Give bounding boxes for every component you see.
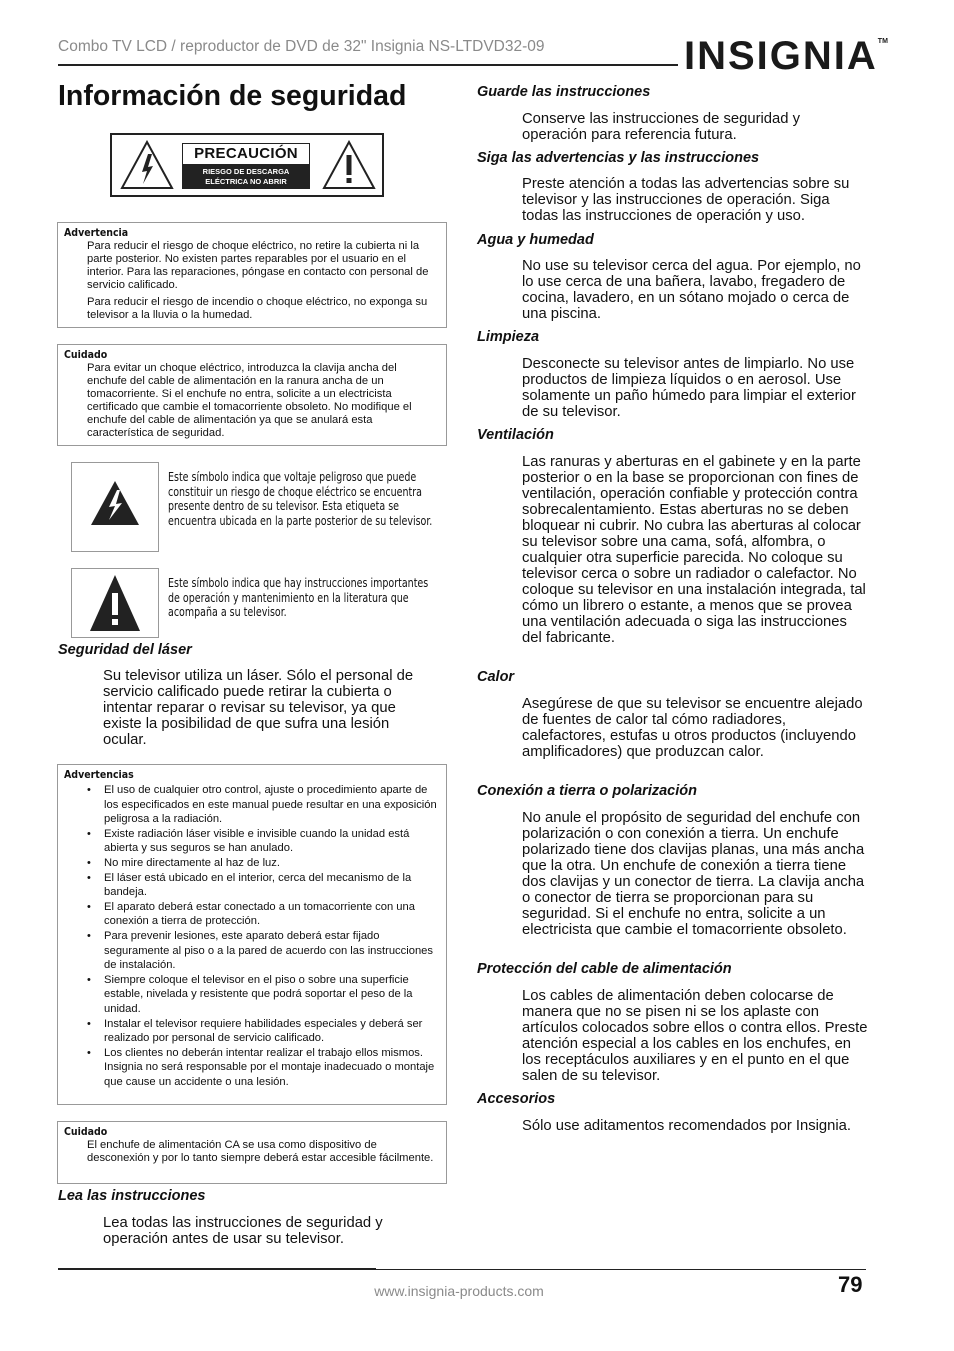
exclamation-symbol-description: Este símbolo indica que hay instrucciones importantes de operación y mantenimiento en la literatura que acompaña a su televisor. [168,576,429,619]
section-heading: Accesorios [477,1091,556,1107]
list-item: • Existe radiación láser visible e invisible cuando la unidad está abierta y sus seguros se han anulado. [66,827,438,856]
lightning-symbol-frame [71,462,159,552]
lightning-warning-icon [120,140,174,190]
laser-safety-heading: Seguridad del láser [58,642,192,658]
list-item: • El uso de cualquier otro control, ajuste o procedimiento aparte de los especificados en este manual puede resultar en una exposición peligrosa a la radiación. [66,783,438,827]
section-text: Conserve las instrucciones de seguridad y operación para referencia futura. [522,111,800,143]
section-text: No anule el propósito de seguridad del enchufe con polarización o con conexión a tierra. Un enchufe polarizado tiene dos clavijas planas, una más ancha que la otra. Un enchufe de conexión a tierra tiene dos clavijas y un conector de tierra. La clavija ancha o conector de tierra se proporcionan para su seguridad. Si el enchufe no entra, solicite a un electricista que cambie el tomacorriente obsoleto. [522,810,865,938]
warnings-list-box [57,764,447,1105]
section-text: Las ranuras y aberturas en el gabinete y en la parte posterior o en la base se proporcionan con fines de ventilación, operación confiable y protección contra sobrecalentamiento. Estas aberturas no se deben bloquear ni cubrir. No cubra las aberturas al colocar su televisor sobre una cama, sofá, alfombra, o cualquier otra superficie parecida. No coloque su televisor cerca o sobre un radiador o calefactor. No coloque su televisor en una instalación integrada, tal cómo un librero o estante, a menos que se provea una ventilación adecuada o siga las instrucciones del fabricante. [522,454,866,646]
insignia-logo [684,36,888,76]
caution-box [57,344,447,446]
caution-label [182,143,310,189]
section-text: No use su televisor cerca del agua. Por ejemplo, no lo use cerca de una bañera, lavabo, fregadero de cocina, lavadero, en un sótano mojado o cerca de una piscina. [522,258,861,322]
caution-line-1: RIESGO DE DESCARGA [202,167,290,176]
section-heading: Siga las advertencias y las instrucciones [477,150,760,166]
caution-subtext [183,164,309,188]
list-item: • Siempre coloque el televisor en el piso o sobre una superficie estable, nivelada y resistente que podrá soportar el peso de la unidad. [66,973,438,1017]
warning-paragraph: Para reducir el riesgo de choque eléctrico, no retire la cubierta ni la parte posterior. No existen partes reparables por el usuario en el interior. Para las reparaciones, póngase en contacto con personal de servicio calificado. [87,240,429,291]
warnings-list [66,783,438,1089]
caution-heading: PRECAUCIÓN [183,144,309,164]
exclamation-triangle-icon [72,569,158,637]
read-instructions-heading: Lea las instrucciones [58,1188,206,1204]
section-heading: Conexión a tierra o polarización [477,783,697,799]
section-text: Desconecte su televisor antes de limpiarlo. No use productos de limpieza líquidos o en aerosol. Use solamente un paño húmedo para limpiar el exterior de su televisor. [522,356,856,420]
lightning-triangle-icon [72,463,158,551]
laser-safety-text: Su televisor utiliza un láser. Sólo el personal de servicio calificado puede retirar la cubierta o intentar reparar o revisar su televisor, ya que existe la posibilidad de que sufra una lesión ocular. [103,668,414,748]
document-header-title: Combo TV LCD / reproductor de DVD de 32" Insignia NS-LTDVD32-09 [58,38,545,55]
footer-rule-thin [376,1269,866,1270]
exclamation-symbol-frame [71,568,159,638]
list-item: • Instalar el televisor requiere habilidades especiales y deberá ser realizado por personal de servicio calificado. [66,1017,438,1046]
warning-paragraph: Para reducir el riesgo de incendio o choque eléctrico, no exponga su televisor a la lluvia o la humedad. [87,296,428,321]
list-item: • Los clientes no deberán intentar realizar el trabajo ellos mismos. Insignia no será responsable por el montaje inadecuado o montaje que cause un accidente o una lesión. [66,1046,438,1090]
caution-box-heading: Cuidado [64,349,108,361]
logo-trademark: TM [877,38,888,45]
section-text: Preste atención a todas las advertencias sobre su televisor y las instrucciones de operación. Siga todas las instrucciones de operación y uso. [522,176,850,224]
caution-box-2 [57,1121,447,1184]
caution-box-text: Para evitar un choque eléctrico, introduzca la clavija ancha del enchufe del cable de alimentación en la ranura ancha de un tomacorriente. Si el enchufe no entra, solicite a un electricista certificado que cambie el tomacorriente obsoleto. No modifique el enchufe del cable de alimentación ya que se anulará esta característica de seguridad. [87,362,412,439]
header-rule [58,64,678,66]
page-title: Información de seguridad [58,80,407,112]
section-text: Los cables de alimentación deben colocarse de manera que no se pisen ni se los aplaste con artículos colocados sobre ellos o contra ellos. Preste atención especial a los cables en los enchufes, en los receptáculos auxiliares y en el punto en el que salen de su televisor. [522,988,868,1084]
logo-text: INSIGNIA [684,34,878,78]
section-heading: Ventilación [477,427,554,443]
caution-box-2-heading: Cuidado [64,1126,108,1138]
section-heading: Protección del cable de alimentación [477,961,732,977]
section-heading: Limpieza [477,329,540,345]
page-number: 79 [838,1272,863,1297]
footer-url: www.insignia-products.com [374,1283,544,1299]
read-instructions-text: Lea todas las instrucciones de seguridad y operación antes de usar su televisor. [103,1215,383,1247]
list-item: • No mire directamente al haz de luz. [66,856,438,871]
list-item: • El aparato deberá estar conectado a un tomacorriente con una conexión a tierra de protección. [66,900,438,929]
lightning-symbol-description: Este símbolo indica que voltaje peligroso que puede constituir un riesgo de choque eléctrico se encuentra presente dentro de su televisor. Esta etiqueta se encuentra ubicada en la parte posterior de su televisor. [168,470,433,528]
caution-line-2: ELÉCTRICA NO ABRIR [205,177,287,186]
caution-box-2-text: El enchufe de alimentación CA se usa como dispositivo de desconexión y por lo tanto siempre deberá estar accesible fácilmente. [87,1139,434,1164]
list-item: • Para prevenir lesiones, este aparato deberá estar fijado seguramente al piso o a la pared de acuerdo con las instrucciones de instalación. [66,929,438,973]
warning-box [57,222,447,328]
exclamation-warning-icon [322,140,376,190]
section-text: Asegúrese de que su televisor se encuentre alejado de fuentes de calor tal cómo radiadores, calefactores, estufas u otros productos (incluyendo amplificadores) que produzcan calor. [522,696,863,760]
warnings-list-heading: Advertencias [64,769,134,781]
warning-box-body [87,240,438,326]
caution-banner [110,133,384,197]
list-item: • El láser está ubicado en el interior, cerca del mecanismo de la bandeja. [66,871,438,900]
section-heading: Guarde las instrucciones [477,84,651,100]
warning-box-heading: Advertencia [64,227,129,239]
section-heading: Agua y humedad [477,232,594,248]
footer-rule [58,1268,376,1270]
section-heading: Calor [477,669,515,685]
section-text: Sólo use aditamentos recomendados por Insignia. [522,1118,852,1134]
